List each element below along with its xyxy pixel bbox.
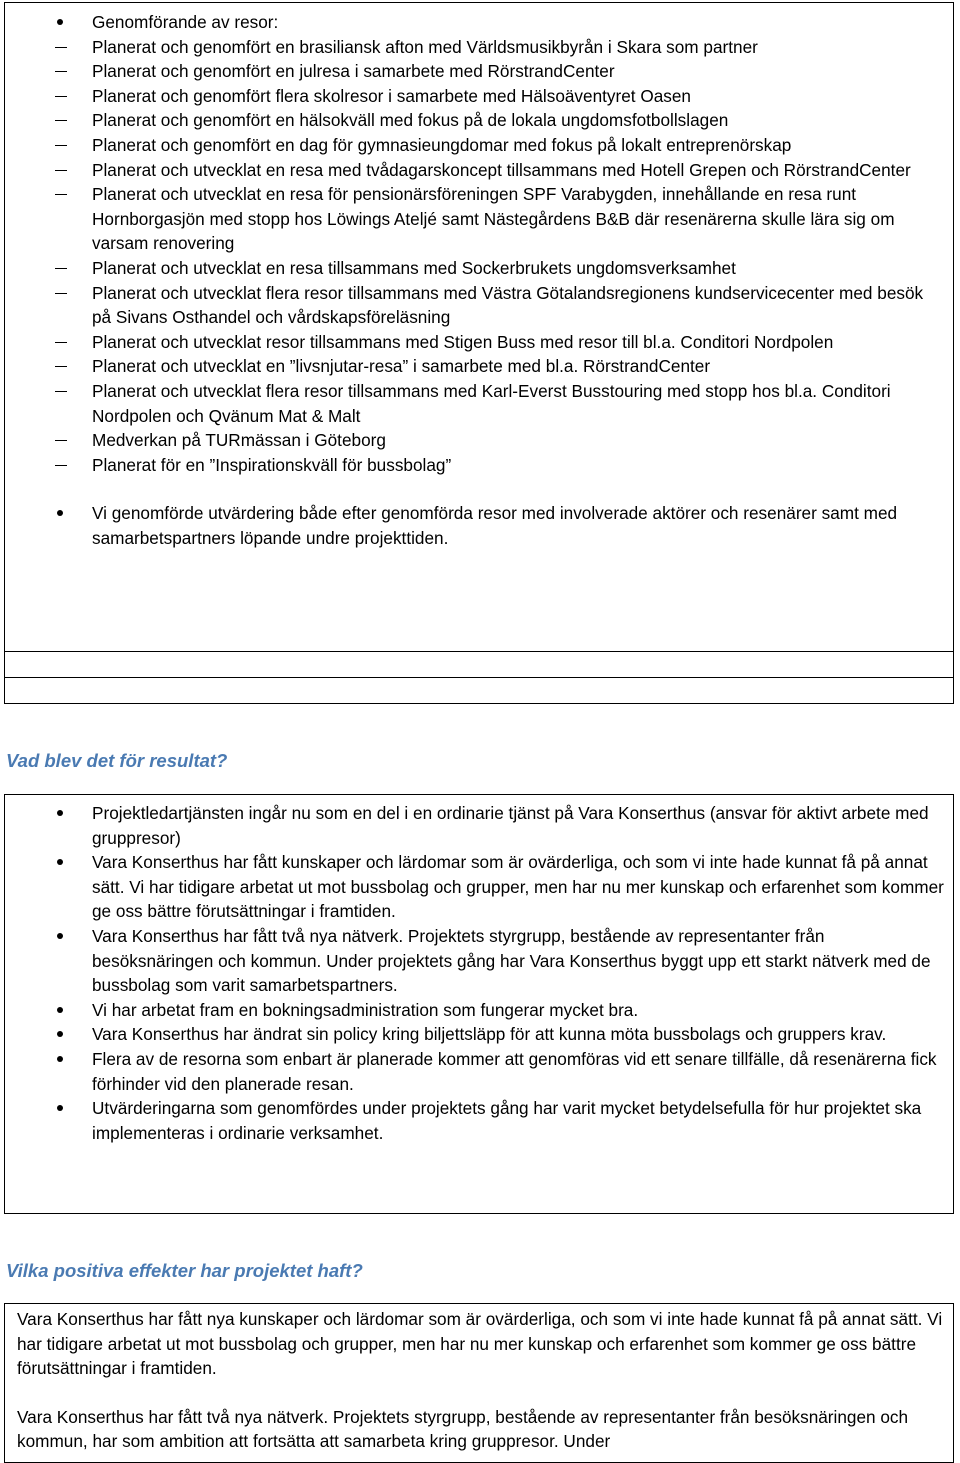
list-item-text: Flera av de resorna som enbart är planerade kommer att genomföras vid ett senare tillfälle, då resenärerna fick förhinder vid den planerade resan. (92, 1048, 937, 1094)
list-item-text: Planerat och utvecklat flera resor tillsammans med Västra Götalandsregionens kundservicecenter med besök på Sivans Osthandel och vårdskapsföreläsning (92, 282, 924, 328)
list-item-text: Planerat och utvecklat resor tillsammans med Stigen Buss med resor till bl.a. Conditori Nordpolen (92, 331, 834, 352)
empty-row (4, 678, 954, 704)
list-item-text: Utvärderingarna som genomfördes under projektets gång har varit mycket betydelsefulla för hur projektet ska implementeras i ordinarie verksamhet. (92, 1098, 922, 1143)
list-item-text: Planerat och genomfört en julresa i samarbete med RörstrandCenter (92, 61, 615, 82)
list-item (5, 256, 953, 281)
list-item-text: Vi genomförde utvärdering både efter genomförda resor med involverade aktörer och resenärer samt med samarbetspartners löpande undre projekttiden. (92, 503, 898, 548)
list-item (5, 281, 953, 330)
list-item (5, 379, 953, 428)
list-item-text: Planerat och utvecklat flera resor tillsammans med Karl-Everst Busstouring med stopp hos bl.a. Conditori Nordpolen och Qvänum Mat & Malt (92, 380, 891, 426)
list-item-text: Planerat och utvecklat en resa för pensionärsföreningen SPF Varabygden, innehållande en resa runt Hornborgasjön med stopp hos Löwings Ateljé samt Nästegårdens B&B där resenärerna skulle lära sig om varsam renovering (92, 184, 895, 254)
list-item (5, 35, 953, 60)
list-item (5, 84, 953, 109)
effects-box (4, 1303, 954, 1463)
list-item (5, 354, 953, 379)
list-item-text: Planerat och utvecklat en resa med tvådagarskoncept tillsammans med Hotell Grepen och RörstrandCenter (92, 159, 911, 180)
list-item-text: Genomförande av resor: (92, 12, 279, 32)
paragraph: Vara Konserthus har fått nya kunskaper och lärdomar som är ovärderliga, och som vi inte hade kunnat få på annat sätt. Vi har tidigare arbetat ut mot bussbolag och grupper, men har nu mer kunskap och erfarenhet som kommer ge oss bättre förutsättningar i framtiden. (17, 1309, 943, 1379)
results-box (4, 794, 954, 1214)
list-item (5, 133, 953, 158)
list-item-text: Planerat för en ”Inspirationskväll för bussbolag” (92, 454, 452, 475)
list-item (5, 1022, 953, 1047)
list-item-text: Planerat och genomfört en hälsokväll med fokus på de lokala ungdomsfotbollslagen (92, 110, 729, 131)
list-item-text: Planerat och genomfört en dag för gymnasieungdomar med fokus på lokalt entreprenörskap (92, 134, 792, 155)
activities-box (4, 2, 954, 652)
list-item-text: Medverkan på TURmässan i Göteborg (92, 430, 386, 451)
evaluation-list (5, 501, 953, 550)
activities-list (5, 3, 953, 477)
list-item-text: Planerat och utvecklat en resa tillsammans med Sockerbrukets ungdomsverksamhet (92, 257, 736, 278)
list-item-text: Planerat och utvecklat en ”livsnjutar-resa” i samarbete med bl.a. RörstrandCenter (92, 356, 711, 377)
list-item (5, 158, 953, 183)
list-item (5, 453, 953, 478)
list-item (5, 10, 953, 35)
list-item-text: Vara Konserthus har fått två nya nätverk. Projektets styrgrupp, bestående av representanter från besöksnäringen och kommun. Under projektets gång har Vara Konserthus byggt upp ett starkt nätverk med de bussbolag som varit samarbetspartners. (92, 925, 931, 996)
list-item (5, 924, 953, 998)
list-item (5, 998, 953, 1023)
results-list (5, 795, 953, 1145)
list-item (5, 59, 953, 84)
list-item (5, 1096, 953, 1145)
list-item-text: Planerat och genomfört flera skolresor i samarbete med Hälsoäventyret Oasen (92, 85, 691, 106)
list-item (5, 428, 953, 453)
list-item (5, 501, 953, 550)
list-item-text: Vara Konserthus har ändrat sin policy kring biljettsläpp för att kunna möta bussbolags och gruppers krav. (92, 1024, 887, 1045)
list-item-text: Vara Konserthus har fått kunskaper och lärdomar som är ovärderliga, och som vi inte hade kunnat få på annat sätt. Vi har tidigare arbetat ut mot bussbolag och grupper, men har nu mer kunskap och erfarenhet som kommer ge oss bättre förutsättningar i framtiden. (92, 852, 944, 922)
list-item (5, 182, 953, 256)
list-item (5, 850, 953, 924)
list-item-text: Planerat och genomfört en brasiliansk afton med Världsmusikbyrån i Skara som partner (92, 36, 758, 57)
paragraph: Vara Konserthus har fått två nya nätverk. Projektets styrgrupp, bestående av representanter från besöksnäringen och kommun, har som ambition att fortsätta att samarbeta kring gruppresor. Under (17, 1406, 909, 1452)
list-item (5, 1047, 953, 1096)
list-item-text: Vi har arbetat fram en bokningsadministration som fungerar mycket bra. (92, 999, 639, 1020)
list-item (5, 330, 953, 355)
list-item (5, 108, 953, 133)
list-item (5, 801, 953, 850)
list-item-text: Projektledartjänsten ingår nu som en del i en ordinarie tjänst på Vara Konserthus (ansvar för aktivt arbete med gruppresor) (92, 803, 929, 848)
section-heading-effects: Vilka positiva effekter har projektet haft? (6, 1260, 363, 1281)
section-heading-results: Vad blev det för resultat? (6, 750, 228, 771)
empty-row (4, 652, 954, 678)
